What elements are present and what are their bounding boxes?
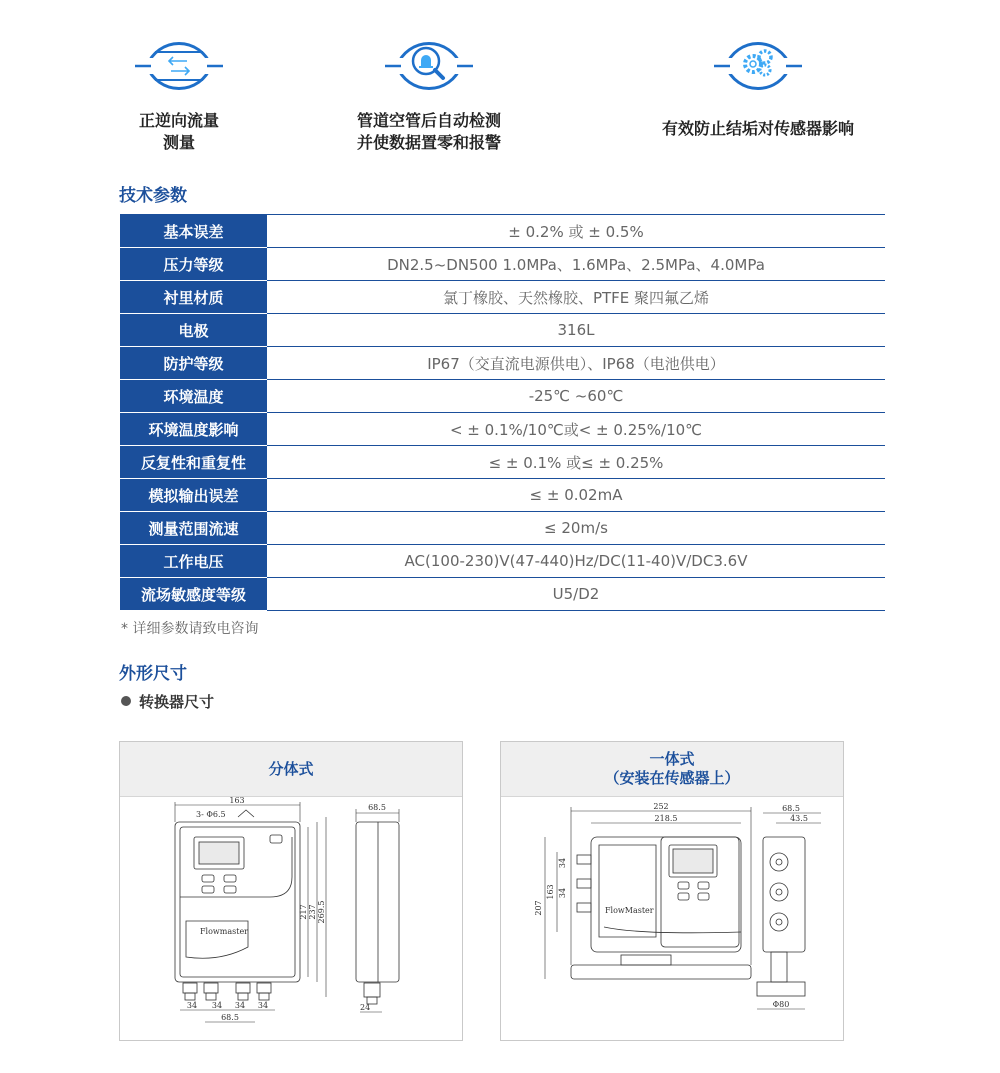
- dim-bottom: 68.5: [221, 1013, 239, 1022]
- dim-gap: 34: [558, 887, 567, 899]
- param-key: 衬里材质: [120, 281, 267, 314]
- param-row: [120, 215, 885, 248]
- param-value: < ± 0.1%/10℃或< ± 0.25%/10℃: [267, 413, 885, 446]
- magnifier-alarm-icon: [379, 14, 479, 104]
- param-value: ≤ 20m/s: [267, 512, 885, 545]
- panel-subtitle-text: （安装在传感器上）: [604, 769, 740, 787]
- panel-title: [501, 742, 843, 797]
- param-value: ≤ ± 0.1% 或≤ ± 0.25%: [267, 446, 885, 479]
- bidirectional-flow-icon: [129, 14, 229, 104]
- dim-side-width: 68.5: [368, 803, 386, 812]
- param-row: [120, 248, 885, 281]
- param-row: [120, 545, 885, 578]
- param-key: 压力等级: [120, 248, 267, 281]
- split-type-drawing: [120, 797, 462, 1040]
- feature-label-line: 管道空管后自动检测: [356, 111, 501, 130]
- tech-params-table: [120, 214, 885, 611]
- param-value: 316L: [267, 314, 885, 347]
- section-title-tech: 技术参数: [119, 186, 187, 206]
- dim-w1: 252: [653, 802, 669, 811]
- param-key: 电极: [120, 314, 267, 347]
- feature-row: [0, 0, 1000, 170]
- dim-gap: 34: [211, 1001, 223, 1010]
- dim-gap: 34: [257, 1001, 269, 1010]
- param-value: DN2.5~DN500 1.0MPa、1.6MPa、2.5MPa、4.0MPa: [267, 248, 885, 281]
- section-title-dims: 外形尺寸: [119, 664, 187, 684]
- dim-width: 163: [229, 797, 245, 805]
- feature-empty-pipe-detect: [329, 14, 529, 154]
- dim-h3: 269.5: [317, 900, 326, 924]
- dim-side-bottom: 24: [360, 1003, 371, 1012]
- param-key: 测量范围流速: [120, 512, 267, 545]
- dim-h-mid: 163: [546, 884, 555, 900]
- panel-split-type: [119, 741, 463, 1041]
- feature-label-line: 并使数据置零和报警: [356, 133, 501, 152]
- param-row: [120, 512, 885, 545]
- feature-anti-scaling: [658, 14, 858, 140]
- param-value: 氯丁橡胶、天然橡胶、PTFE 聚四氟乙烯: [267, 281, 885, 314]
- param-key: 流场敏感度等级: [120, 578, 267, 611]
- param-value: ≤ ± 0.02mA: [267, 479, 885, 512]
- bullet-icon: [121, 696, 131, 706]
- dim-side-w2: 43.5: [790, 814, 808, 823]
- param-key: 环境温度: [120, 380, 267, 413]
- feature-bidirectional: [79, 14, 279, 154]
- feature-label-line: 测量: [162, 133, 195, 152]
- param-row: [120, 479, 885, 512]
- panel-integral-type: [500, 741, 844, 1041]
- dim-side-w1: 68.5: [782, 804, 800, 813]
- param-key: 反复性和重复性: [120, 446, 267, 479]
- param-value: U5/D2: [267, 578, 885, 611]
- param-row: [120, 281, 885, 314]
- param-value: ± 0.2% 或 ± 0.5%: [267, 215, 885, 248]
- dim-h2: 237: [308, 904, 317, 920]
- param-key: 环境温度影响: [120, 413, 267, 446]
- param-key: 工作电压: [120, 545, 267, 578]
- bullet-label: 转换器尺寸: [139, 693, 215, 711]
- param-value: IP67（交直流电源供电）、IP68（电池供电）: [267, 347, 885, 380]
- panel-title-text: 一体式: [649, 750, 695, 768]
- panel-title-text: 分体式: [268, 759, 314, 778]
- param-key: 防护等级: [120, 347, 267, 380]
- feature-label-line: 有效防止结垢对传感器影响: [661, 119, 854, 138]
- feature-label-line: 正逆向流量: [138, 111, 219, 130]
- param-row: [120, 380, 885, 413]
- param-value: -25℃ ~60℃: [267, 380, 885, 413]
- param-row: [120, 413, 885, 446]
- param-row: [120, 446, 885, 479]
- dim-gap: 34: [558, 857, 567, 869]
- dim-holes: 3- Φ6.5: [196, 810, 226, 819]
- dim-w2: 218.5: [654, 814, 678, 823]
- converter-dims-heading: [121, 691, 214, 712]
- panel-title: [120, 742, 462, 797]
- param-key: 基本误差: [120, 215, 267, 248]
- dim-flange: Φ80: [772, 1000, 790, 1009]
- dim-gap: 34: [186, 1001, 198, 1010]
- params-note: * 详细参数请致电咨询: [121, 621, 259, 637]
- dim-h-total: 207: [534, 900, 543, 916]
- integral-type-drawing: [501, 797, 843, 1040]
- param-row: [120, 578, 885, 611]
- gears-icon: [708, 14, 808, 104]
- param-row: [120, 314, 885, 347]
- param-row: [120, 347, 885, 380]
- param-key: 模拟输出误差: [120, 479, 267, 512]
- dim-gap: 34: [234, 1001, 246, 1010]
- param-value: AC(100-230)V(47-440)Hz/DC(11-40)V/DC3.6V: [267, 545, 885, 578]
- brand-text: Flowmaster: [200, 927, 249, 936]
- dim-h1: 217: [299, 904, 308, 920]
- brand-text: FlowMaster: [605, 906, 654, 915]
